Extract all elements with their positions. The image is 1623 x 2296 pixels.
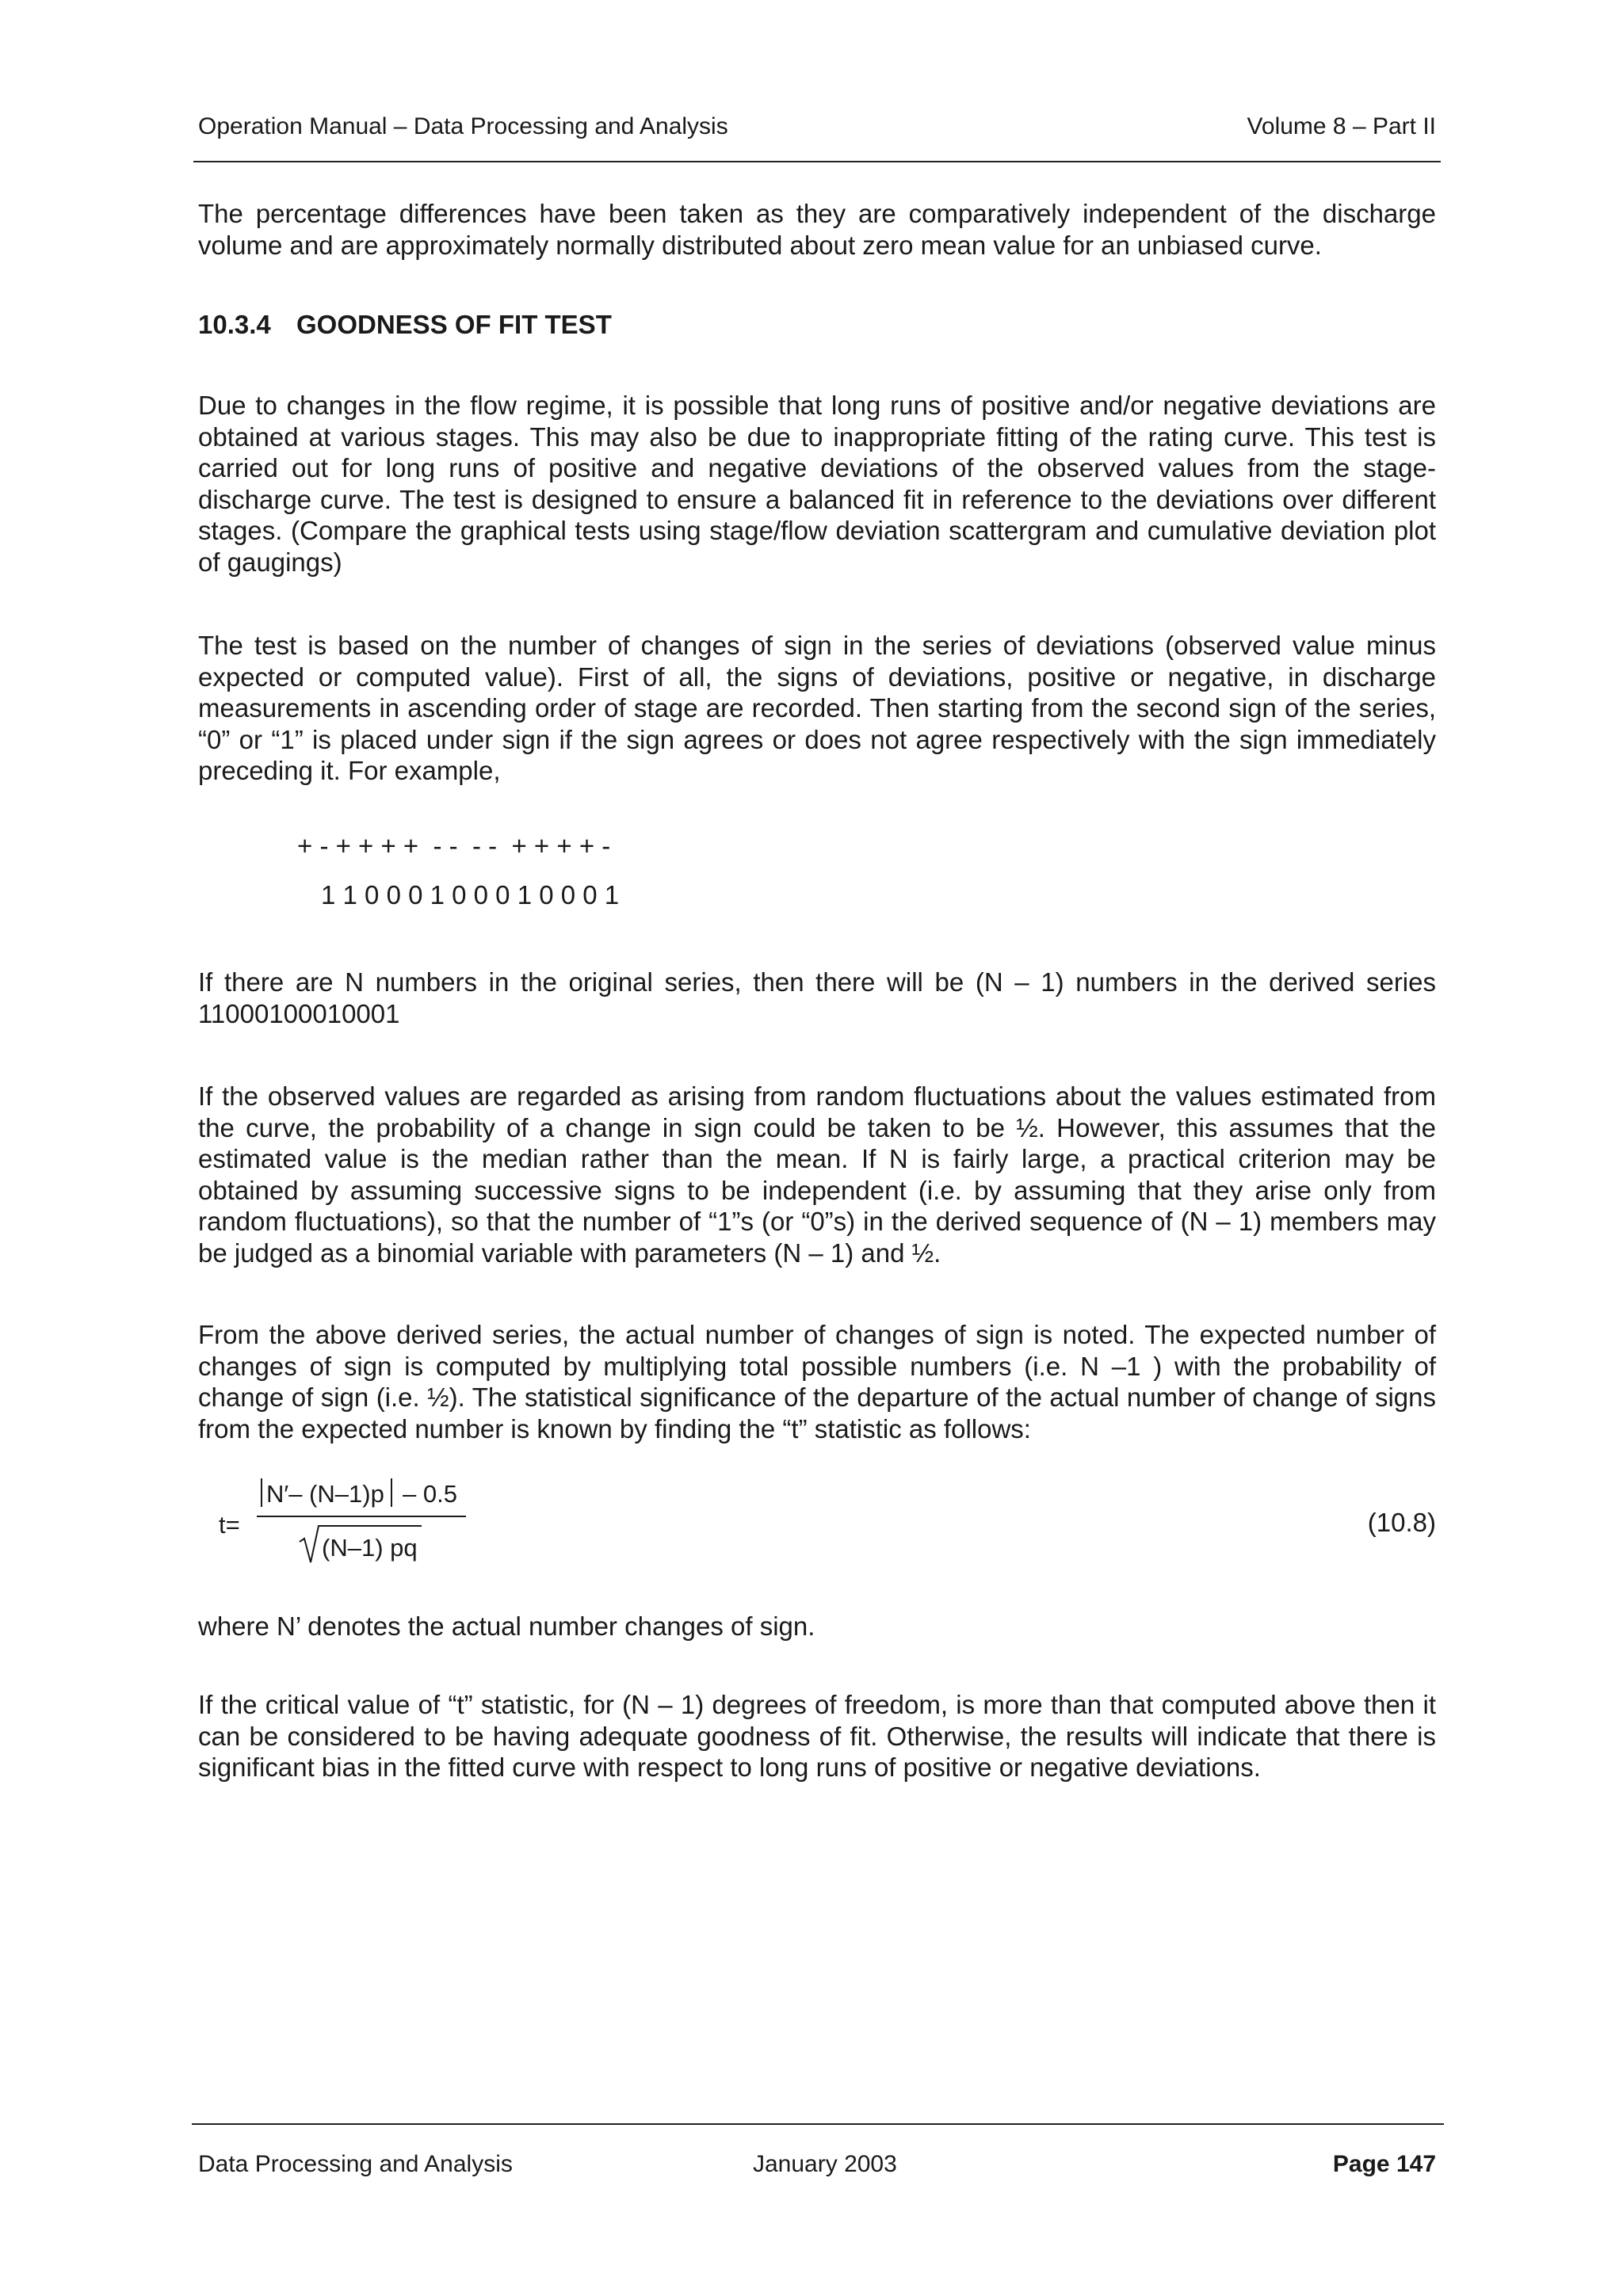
paragraph-flow-regime: Due to changes in the flow regime, it is possible that long runs of positive and/or negative deviations are obtained at various stages. This may also be due to inappropriate fitting of the rating curve. This test is carried out for long runs of positive and negative deviations of the observed values from the stage-discharge curve. The test is designed to ensure a balanced fit in reference to the deviations over different stages. (Compare the graphical tests using stage/flow deviation scattergram and cumulative deviation plot of gaugings) bbox=[198, 391, 1436, 577]
footer-title: Data Processing and Analysis bbox=[198, 2151, 513, 2177]
page-header bbox=[198, 111, 1436, 143]
formula-denominator: (N–1) pq bbox=[322, 1534, 418, 1562]
page-number: Page 147 bbox=[1332, 2151, 1436, 2177]
paragraph-t-statistic: From the above derived series, the actual number of changes of sign is noted. The expected number of changes of sign is computed by multiplying total possible numbers (i.e. N –1 ) with the probability of change of sign (i.e. ½). The statistical significance of the departure of the actual number of change of signs from the expected number is known by finding the “t” statistic as follows: bbox=[198, 1320, 1436, 1444]
header-divider bbox=[193, 161, 1441, 162]
footer-divider bbox=[192, 2123, 1444, 2125]
section-heading bbox=[198, 309, 612, 341]
paragraph-derived-series: If there are N numbers in the original series, then there will be (N – 1) numbers in the derived series 11000100010001 bbox=[198, 967, 1436, 1028]
formula-numerator-abs: N′– (N–1)p bbox=[266, 1480, 384, 1508]
paragraph-test-basis: The test is based on the number of changes of sign in the series of deviations (observed value minus expected or computed value). First of all, the signs of deviations, positive or negative, in discharge measurements in ascending order of stage are recorded. Then starting from the second sign of the series, “0” or “1” is placed under sign if the sign agrees or does not agree respectively with the sign immediately preceding it. For example, bbox=[198, 631, 1436, 785]
formula-graphic bbox=[198, 1474, 753, 1577]
footer-date: January 2003 bbox=[753, 2151, 897, 2177]
paragraph-conclusion: If the critical value of “t” statistic, for (N – 1) degrees of freedom, is more than that computed above then it can be considered to be having adequate goodness of fit. Otherwise, the results will indicate that there is significant bias in the fitted curve with respect to long runs of positive or negative deviations. bbox=[198, 1690, 1436, 1782]
formula-numerator-tail: – 0.5 bbox=[403, 1480, 457, 1508]
paragraph-probability: If the observed values are regarded as arising from random fluctuations about the values estimated from the curve, the probability of a change in sign could be taken to be ½. However, this assumes that the estimated value is the median rather than the mean. If N is fairly large, a practical criterion may be obtained by assuming successive signs to be independent (i.e. by assuming that they arise only from random fluctuations), so that the number of “1”s (or “0”s) in the derived sequence of (N – 1) members may be judged as a binomial variable with parameters (N – 1) and ½. bbox=[198, 1081, 1436, 1268]
equation-number: (10.8) bbox=[1367, 1508, 1436, 1537]
binary-sequence: 1 1 0 0 0 1 0 0 0 1 0 0 0 1 bbox=[321, 880, 620, 910]
header-title: Operation Manual – Data Processing and Analysis bbox=[198, 113, 728, 139]
formula-lhs: t= bbox=[219, 1511, 240, 1539]
t-statistic-formula bbox=[198, 1474, 1436, 1577]
section-number: 10.3.4 bbox=[198, 310, 271, 339]
intro-paragraph: The percentage differences have been taken as they are comparatively independent of the discharge volume and are approximately normally distributed about zero mean value for an unbiased curve. bbox=[198, 199, 1436, 260]
section-title: GOODNESS OF FIT TEST bbox=[296, 310, 612, 339]
paragraph-where: where N’ denotes the actual number changes of sign. bbox=[198, 1611, 815, 1641]
sign-sequence: + - + + + + - - - - + + + + - bbox=[297, 831, 611, 860]
page-footer bbox=[198, 2149, 1436, 2180]
header-volume: Volume 8 – Part II bbox=[1247, 113, 1436, 139]
